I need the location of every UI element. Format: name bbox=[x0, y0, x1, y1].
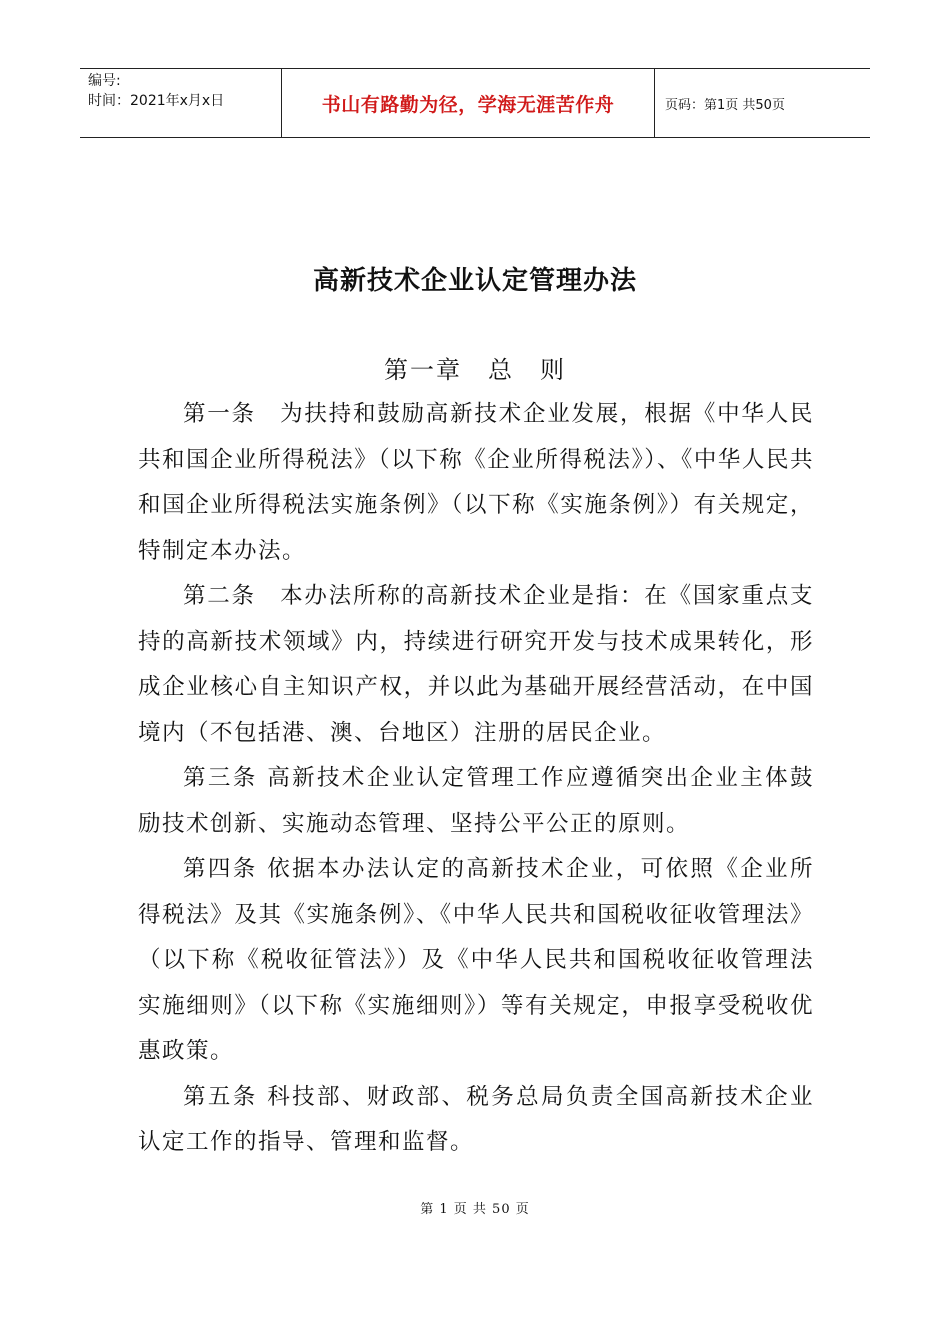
header-meta bbox=[80, 69, 282, 137]
header-number-label: 编号: bbox=[88, 73, 121, 89]
document-body bbox=[138, 392, 814, 1166]
article-3: 第三条 高新技术企业认定管理工作应遵循突出企业主体鼓励技术创新、实施动态管理、坚持公平公正的原则。 bbox=[138, 765, 814, 837]
article-5: 第五条 科技部、财政部、税务总局负责全国高新技术企业认定工作的指导、管理和监督。 bbox=[138, 1083, 814, 1155]
article-1: 第一条 为扶持和鼓励高新技术企业发展，根据《中华人民共和国企业所得税法》（以下称《企业所得税法》）、《中华人民共和国企业所得税法实施条例》（以下称《实施条例》）有关规定，特制定本办法。 bbox=[138, 401, 814, 564]
chapter-heading: 第一章 总 则 bbox=[384, 356, 566, 384]
header-motto: 书山有路勤为径，学海无涯苦作舟 bbox=[282, 69, 655, 137]
article-2: 第二条 本办法所称的高新技术企业是指：在《国家重点支持的高新技术领域》内，持续进行研究开发与技术成果转化，形成企业核心自主知识产权，并以此为基础开展经营活动，在中国境内（不包括港、澳、台地区）注册的居民企业。 bbox=[138, 583, 814, 746]
document-title: 高新技术企业认定管理办法 bbox=[312, 266, 637, 296]
page-header bbox=[80, 68, 870, 138]
header-page-info: 页码：第1页 共50页 bbox=[665, 97, 785, 113]
header-date: 时间：2021年x月x日 bbox=[88, 93, 225, 109]
article-4: 第四条 依据本办法认定的高新技术企业，可依照《企业所得税法》及其《实施条例》、《中华人民共和国税收征收管理法》（以下称《税收征管法》）及《中华人民共和国税收征收管理法实施细则》（以下称《实施细则》）等有关规定，申报享受税收优惠政策。 bbox=[138, 856, 814, 1064]
page-footer: 第 1 页 共 50 页 bbox=[420, 1202, 530, 1217]
